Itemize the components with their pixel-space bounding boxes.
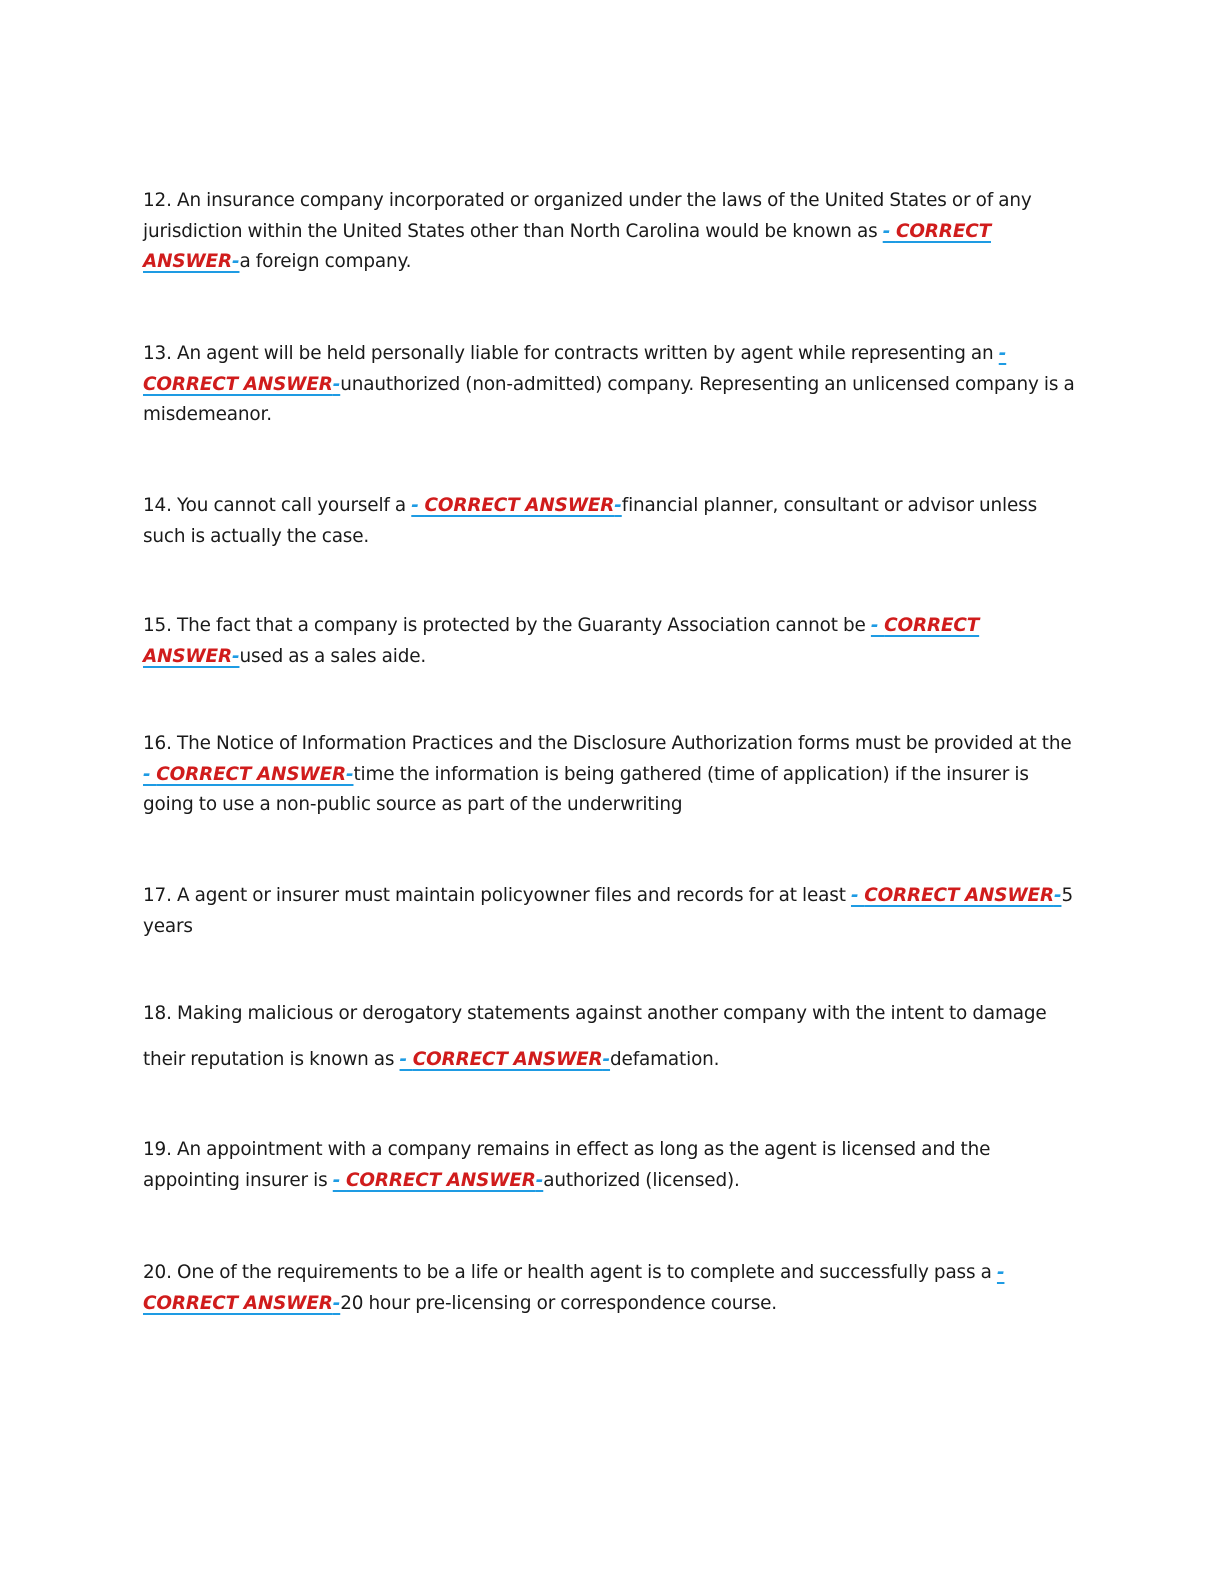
question-13 [143,339,1078,431]
question-number: 16. [143,733,172,754]
answer-tag-trail: - [332,373,341,395]
question-number: 14. [143,495,172,516]
answer-tag-label: CORRECT ANSWER [143,615,980,667]
answer-tag-label: CORRECT ANSWER [143,373,333,395]
question-15 [143,611,1078,672]
correct-answer-tag [411,495,621,516]
answer-text: defamation. [610,1049,720,1070]
answer-tag-trail: - [535,1169,544,1191]
answer-text: time the information is being gathered (time of application) if the insurer is going to use a non-public source as part of the underwriting [143,763,1029,815]
answer-tag-lead: - [870,615,885,636]
answer-text: a foreign company. [239,251,412,272]
answer-tag-label: CORRECT ANSWER [143,220,991,272]
question-16 [143,729,1078,821]
question-number: 13. [143,343,172,364]
question-text: You cannot call yourself a [177,495,407,516]
answer-tag-trail: - [602,1049,611,1070]
answer-tag-trail: - [346,763,354,785]
question-14 [143,491,1078,552]
answer-tag-lead: - [332,1169,347,1191]
answer-tag-label: CORRECT ANSWER [424,495,615,516]
answer-text: financial planner, consultant or advisor unless such is actually the case. [143,495,1038,547]
question-19 [143,1135,1078,1196]
answer-tag-lead: - [399,1049,413,1070]
answer-tag-label: CORRECT ANSWER [412,1049,603,1070]
answer-tag-trail: - [332,1292,341,1314]
question-number: 19. [143,1139,172,1160]
answer-tag-lead: - [998,343,1007,364]
question-text: A agent or insurer must maintain policyowner files and records for at least [177,885,846,906]
question-12 [143,186,1078,278]
answer-tag-trail: - [231,645,240,667]
question-text: The Notice of Information Practices and the Disclosure Authorization forms must be provided at the [177,733,1072,754]
answer-text: 20 hour pre-licensing or correspondence course. [340,1292,777,1314]
answer-tag-lead: - [143,763,157,785]
answer-text: used as a sales aide. [239,645,427,667]
answer-tag-label: CORRECT ANSWER [864,885,1054,906]
question-text: An insurance company incorporated or organized under the laws of the United States or of any jurisdiction within the United States other than North Carolina would be known as [143,190,1032,242]
question-text: The fact that a company is protected by the Guaranty Association cannot be [177,615,866,636]
answer-text: 5 years [143,885,1074,937]
answer-tag-label: CORRECT ANSWER [346,1169,536,1191]
question-number: 20. [143,1262,172,1283]
question-text: Making malicious or derogatory statements against another company with the intent to damage their reputation is known as [143,1003,1047,1070]
answer-tag-lead: - [850,885,865,906]
correct-answer-tag [851,885,1061,906]
question-20 [143,1258,1078,1319]
question-text: An agent will be held personally liable for contracts written by agent while representing an [177,343,994,364]
answer-tag-label: CORRECT ANSWER [156,763,346,785]
answer-text: unauthorized (non-admitted) company. Representing an unlicensed company is a misdemeanor. [143,373,1075,425]
question-number: 18. [143,1003,172,1024]
answer-tag-trail: - [231,251,240,272]
correct-answer-tag [333,1170,543,1191]
correct-answer-tag [400,1049,610,1070]
question-text: An appointment with a company remains in effect as long as the agent is licensed and the appointing insurer is [143,1139,991,1191]
answer-tag-lead: - [411,495,425,516]
answer-tag-label: CORRECT ANSWER [143,1292,333,1314]
question-18 [143,991,1078,1083]
answer-tag-lead: - [882,220,896,242]
answer-tag-trail: - [614,495,622,516]
answer-tag-trail: - [1053,885,1062,906]
question-number: 15. [143,615,172,636]
question-text: One of the requirements to be a life or health agent is to complete and successfully pass a [177,1262,992,1283]
question-number: 17. [143,885,172,906]
answer-tag-lead: - [996,1262,1005,1283]
question-17 [143,881,1078,942]
correct-answer-tag [143,764,353,785]
question-number: 12. [143,190,172,211]
answer-text: authorized (licensed). [543,1169,740,1191]
